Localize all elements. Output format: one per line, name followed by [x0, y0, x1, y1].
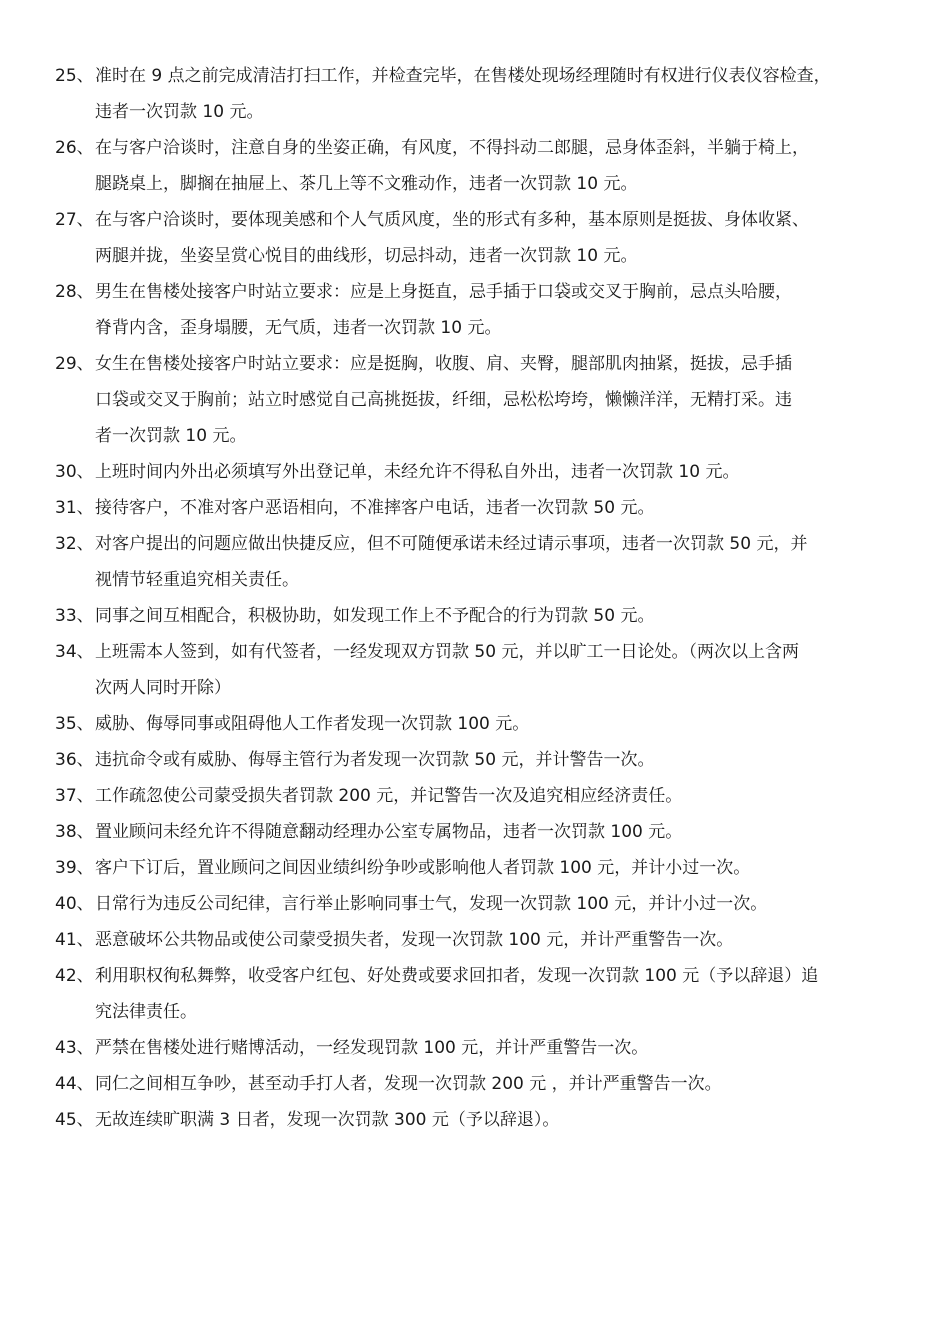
rule-item [55, 454, 910, 490]
rule-number: 34、 [55, 642, 94, 662]
rule-text: 同仁之间相互争吵，甚至动手打人者，发现一次罚款 200 元 ，并计严重警告一次。 [95, 1074, 722, 1094]
rule-number: 39、 [55, 858, 94, 878]
rule-text-continued: 两腿并拢，坐姿呈赏心悦目的曲线形，切忌抖动，违者一次罚款 10 元。 [95, 246, 638, 266]
rule-text: 接待客户，不准对客户恶语相向，不准摔客户电话，违者一次罚款 50 元。 [95, 498, 655, 518]
rule-text-continued: 口袋或交叉于胸前；站立时感觉自己高挑挺拔，纤细，忌松松垮垮，懒懒洋洋，无精打采。违 [95, 390, 792, 410]
rule-number: 42、 [55, 966, 94, 986]
rule-number: 30、 [55, 462, 94, 482]
rule-item [55, 706, 910, 742]
rule-text: 利用职权徇私舞弊，收受客户红包、好处费或要求回扣者，发现一次罚款 100 元（予以辞退）追 [95, 966, 819, 986]
rule-number: 32、 [55, 534, 94, 554]
rule-text: 上班时间内外出必须填写外出登记单，未经允许不得私自外出，违者一次罚款 10 元。 [95, 462, 740, 482]
rule-item [55, 922, 910, 958]
rule-text: 准时在 9 点之前完成清洁打扫工作，并检查完毕，在售楼处现场经理随时有权进行仪表仪容检查， [95, 66, 831, 86]
rule-text-continued: 者一次罚款 10 元。 [95, 426, 247, 446]
rule-number: 33、 [55, 606, 94, 626]
rule-number: 27、 [55, 210, 94, 230]
rule-number: 45、 [55, 1110, 94, 1130]
rule-number: 29、 [55, 354, 94, 374]
rule-text: 置业顾问未经允许不得随意翻动经理办公室专属物品，违者一次罚款 100 元。 [95, 822, 683, 842]
rule-text: 违抗命令或有威胁、侮辱主管行为者发现一次罚款 50 元，并计警告一次。 [95, 750, 655, 770]
rule-text-continued: 视情节轻重追究相关责任。 [95, 570, 299, 590]
rule-item [55, 598, 910, 634]
rule-text: 工作疏忽使公司蒙受损失者罚款 200 元，并记警告一次及追究相应经济责任。 [95, 786, 683, 806]
rule-text: 在与客户洽谈时，注意自身的坐姿正确，有风度，不得抖动二郎腿，忌身体歪斜，半躺于椅上， [95, 138, 809, 158]
rule-text: 日常行为违反公司纪律，言行举止影响同事士气，发现一次罚款 100 元，并计小过一次。 [95, 894, 768, 914]
rule-number: 37、 [55, 786, 94, 806]
rule-number: 31、 [55, 498, 94, 518]
rule-text-continued: 违者一次罚款 10 元。 [95, 102, 264, 122]
rule-item [55, 58, 910, 130]
rule-text: 恶意破坏公共物品或使公司蒙受损失者，发现一次罚款 100 元，并计严重警告一次。 [95, 930, 734, 950]
rule-text: 严禁在售楼处进行赌博活动，一经发现罚款 100 元，并计严重警告一次。 [95, 1038, 649, 1058]
rule-item [55, 346, 910, 454]
rule-item [55, 130, 910, 202]
rule-item [55, 850, 910, 886]
rule-item [55, 958, 910, 1030]
rule-text: 在与客户洽谈时，要体现美感和个人气质风度，坐的形式有多种，基本原则是挺拔、身体收紧、 [95, 210, 809, 230]
rule-number: 38、 [55, 822, 94, 842]
rule-number: 26、 [55, 138, 94, 158]
rule-text: 无故连续旷职满 3 日者，发现一次罚款 300 元（予以辞退）。 [95, 1110, 560, 1130]
rule-text-continued: 脊背内含，歪身塌腰，无气质，违者一次罚款 10 元。 [95, 318, 502, 338]
rule-item [55, 742, 910, 778]
rule-text-continued: 次两人同时开除） [95, 678, 231, 698]
rule-number: 41、 [55, 930, 94, 950]
rule-item [55, 1030, 910, 1066]
rule-text: 威胁、侮辱同事或阻碍他人工作者发现一次罚款 100 元。 [95, 714, 530, 734]
rule-item [55, 814, 910, 850]
rule-item [55, 274, 910, 346]
rule-item [55, 1102, 910, 1138]
rule-text-continued: 腿跷桌上，脚搁在抽屉上、茶几上等不文雅动作，违者一次罚款 10 元。 [95, 174, 638, 194]
rule-item [55, 202, 910, 274]
rule-item [55, 490, 910, 526]
rule-number: 36、 [55, 750, 94, 770]
rule-number: 44、 [55, 1074, 94, 1094]
rule-text-continued: 究法律责任。 [95, 1002, 197, 1022]
rule-text: 女生在售楼处接客户时站立要求：应是挺胸，收腹、肩、夹臀，腿部肌肉抽紧，挺拔，忌手插 [95, 354, 792, 374]
rule-text: 男生在售楼处接客户时站立要求：应是上身挺直，忌手插于口袋或交叉于胸前，忌点头哈腰， [95, 282, 792, 302]
rule-item [55, 526, 910, 598]
rule-text: 同事之间互相配合，积极协助，如发现工作上不予配合的行为罚款 50 元。 [95, 606, 655, 626]
rule-item [55, 634, 910, 706]
rule-number: 28、 [55, 282, 94, 302]
rule-number: 35、 [55, 714, 94, 734]
rule-item [55, 1066, 910, 1102]
rule-item [55, 886, 910, 922]
rule-number: 25、 [55, 66, 94, 86]
rule-text: 对客户提出的问题应做出快捷反应，但不可随便承诺未经过请示事项，违者一次罚款 50 元，并 [95, 534, 808, 554]
rule-text: 上班需本人签到，如有代签者，一经发现双方罚款 50 元，并以旷工一日论处。（两次以上含两 [95, 642, 799, 662]
rules-list [55, 58, 910, 1138]
rule-item [55, 778, 910, 814]
rule-number: 40、 [55, 894, 94, 914]
rule-text: 客户下订后，置业顾问之间因业绩纠纷争吵或影响他人者罚款 100 元，并计小过一次。 [95, 858, 751, 878]
rule-number: 43、 [55, 1038, 94, 1058]
